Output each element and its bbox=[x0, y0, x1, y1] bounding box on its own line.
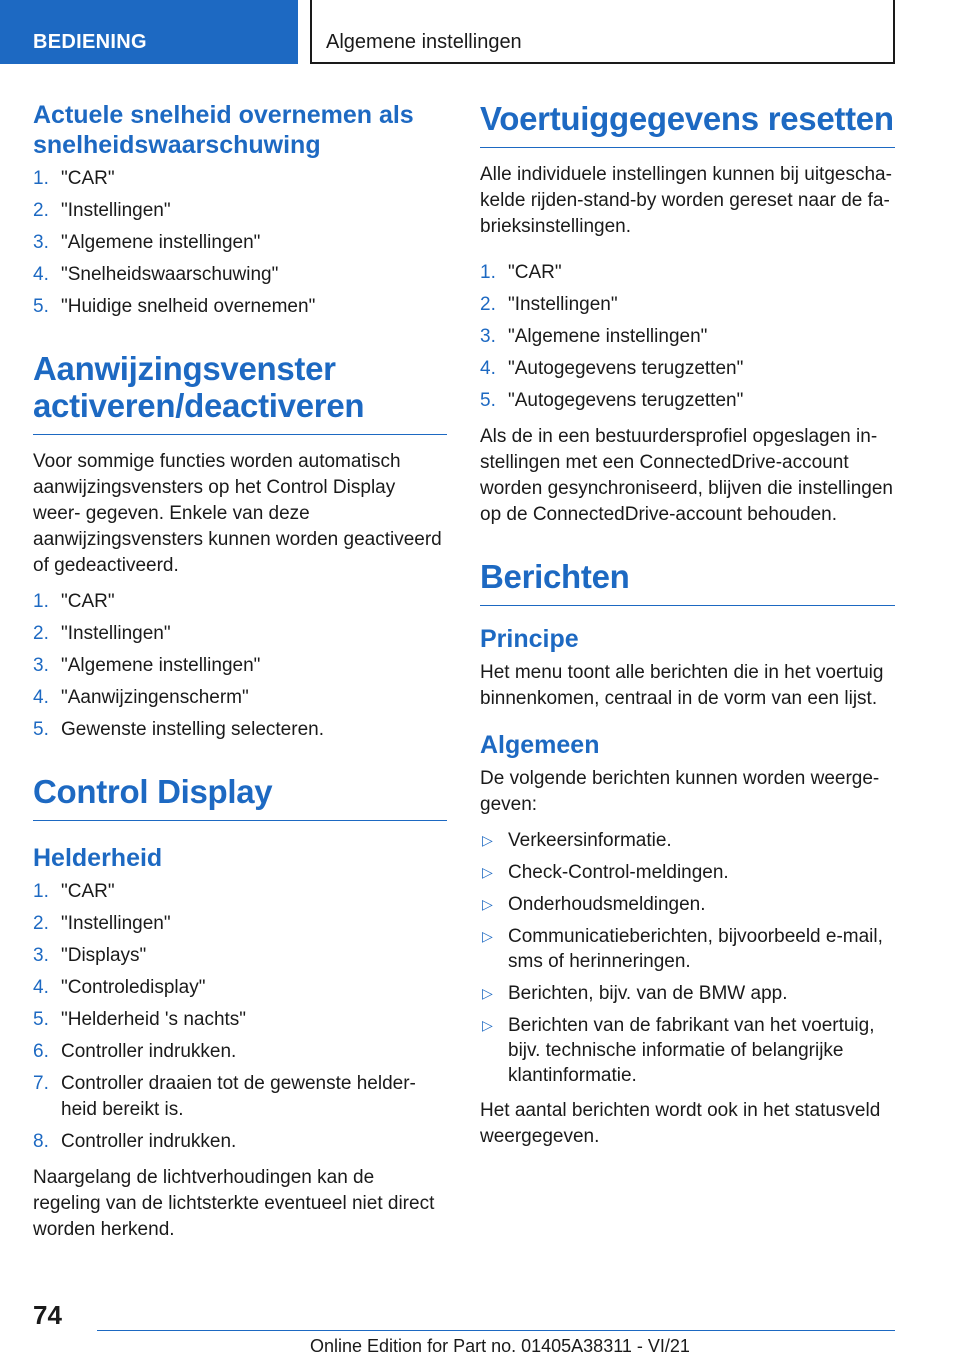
message-type-text: Berichten van de fabrikant van het voertuig, bijv. technische informatie of belangrijke klantinformatie. bbox=[508, 1015, 875, 1086]
step-text: "Instellingen" bbox=[61, 913, 171, 934]
speed-warning-steps bbox=[33, 166, 447, 320]
step-number: 5. bbox=[480, 390, 496, 411]
message-type-text: Berichten, bijv. van de BMW app. bbox=[508, 983, 788, 1004]
step-item bbox=[33, 1039, 447, 1065]
right-column bbox=[480, 100, 895, 1160]
step-text: "Huidige snelheid overnemen" bbox=[61, 296, 316, 317]
step-text: "Controledisplay" bbox=[61, 977, 206, 998]
step-item bbox=[33, 166, 447, 192]
triangle-bullet-icon: ▷ bbox=[482, 928, 493, 944]
step-number: 3. bbox=[33, 945, 49, 966]
reset-intro: Alle individuele instellingen kunnen bij uitgescha- kelde rijden-stand-by worden gereset naar de fa- brieksinstellingen. bbox=[480, 164, 892, 237]
principle-text: Het menu toont alle berichten die in het voertuig binnenkomen, centraal in de vorm van een lijst. bbox=[480, 662, 884, 709]
control-display-heading: Control Display bbox=[33, 773, 447, 821]
step-item bbox=[480, 324, 895, 350]
step-text: Controller indrukken. bbox=[61, 1041, 237, 1062]
triangle-bullet-icon: ▷ bbox=[482, 985, 493, 1001]
step-item bbox=[480, 356, 895, 382]
step-number: 6. bbox=[33, 1041, 49, 1062]
step-number: 2. bbox=[480, 294, 496, 315]
step-number: 5. bbox=[33, 719, 49, 740]
reset-steps bbox=[480, 260, 895, 414]
brightness-steps bbox=[33, 879, 447, 1155]
step-item bbox=[480, 292, 895, 318]
step-item bbox=[33, 911, 447, 937]
step-item bbox=[480, 388, 895, 414]
speed-warning-heading: Actuele snelheid overnemen als snelheidswaarschuwing bbox=[33, 101, 414, 159]
step-text: "Snelheidswaarschuwing" bbox=[61, 264, 279, 285]
step-number: 5. bbox=[33, 296, 49, 317]
step-item bbox=[33, 717, 447, 743]
section-tab: BEDIENING bbox=[0, 0, 298, 64]
step-text: "Instellingen" bbox=[61, 623, 171, 644]
step-item bbox=[33, 653, 447, 679]
step-number: 4. bbox=[33, 977, 49, 998]
triangle-bullet-icon: ▷ bbox=[482, 832, 493, 848]
message-type-text: Check-Control-meldingen. bbox=[508, 862, 729, 883]
step-text: Controller indrukken. bbox=[61, 1131, 237, 1152]
reset-note: Als de in een bestuurdersprofiel opgeslagen in- stellingen met een ConnectedDrive-account worden gesynchroniseerd, blijven die instellingen op de ConnectedDrive-account behouden. bbox=[480, 426, 893, 525]
step-text: "Displays" bbox=[61, 945, 147, 966]
step-number: 1. bbox=[33, 168, 49, 189]
messages-heading: Berichten bbox=[480, 558, 895, 606]
message-type-item bbox=[480, 892, 895, 917]
step-item bbox=[33, 975, 447, 1001]
step-number: 1. bbox=[33, 591, 49, 612]
step-text: "Helderheid 's nachts" bbox=[61, 1009, 247, 1030]
step-item bbox=[33, 262, 447, 288]
step-number: 3. bbox=[33, 232, 49, 253]
step-number: 3. bbox=[480, 326, 496, 347]
step-text: Controller draaien tot de gewenste helder- heid bereikt is. bbox=[61, 1073, 416, 1120]
step-number: 1. bbox=[33, 881, 49, 902]
page-number: 74 bbox=[33, 1300, 62, 1330]
step-text: "CAR" bbox=[61, 591, 115, 612]
general-heading: Algemeen bbox=[480, 731, 600, 759]
messages-closing: Het aantal berichten wordt ook in het statusveld weergegeven. bbox=[480, 1100, 881, 1147]
left-column bbox=[33, 100, 447, 1253]
step-number: 4. bbox=[33, 264, 49, 285]
message-type-item bbox=[480, 924, 895, 974]
step-text: "Instellingen" bbox=[61, 200, 171, 221]
hint-window-steps bbox=[33, 589, 447, 743]
step-number: 5. bbox=[33, 1009, 49, 1030]
message-type-item bbox=[480, 828, 895, 853]
step-item bbox=[33, 589, 447, 615]
step-item bbox=[33, 1007, 447, 1033]
message-types-list bbox=[480, 828, 895, 1088]
principle-heading: Principe bbox=[480, 625, 579, 653]
step-text: "Autogegevens terugzetten" bbox=[508, 358, 744, 379]
step-text: "Algemene instellingen" bbox=[61, 655, 261, 676]
step-item bbox=[33, 1071, 447, 1123]
step-number: 7. bbox=[33, 1073, 49, 1094]
step-text: "Autogegevens terugzetten" bbox=[508, 390, 744, 411]
step-text: "CAR" bbox=[61, 881, 115, 902]
step-item bbox=[33, 879, 447, 905]
triangle-bullet-icon: ▷ bbox=[482, 1017, 493, 1033]
step-text: "Instellingen" bbox=[508, 294, 618, 315]
step-number: 4. bbox=[33, 687, 49, 708]
hint-window-intro: Voor sommige functies worden automatisch aanwijzingsvensters op het Control Display weer- gegeven. Enkele van deze aanwijzingsvensters kunnen worden geactiveerd of gedeactiveerd. bbox=[33, 451, 442, 576]
message-type-text: Onderhoudsmeldingen. bbox=[508, 894, 706, 915]
general-intro: De volgende berichten kunnen worden weerge- geven: bbox=[480, 768, 880, 815]
triangle-bullet-icon: ▷ bbox=[482, 864, 493, 880]
triangle-bullet-icon: ▷ bbox=[482, 896, 493, 912]
edition-footer: Online Edition for Part no. 01405A38311 - VI/21 bbox=[310, 1336, 690, 1356]
step-number: 1. bbox=[480, 262, 496, 283]
step-item bbox=[33, 943, 447, 969]
brightness-note: Naargelang de lichtverhoudingen kan de regeling van de lichtsterkte eventueel niet direct worden herkend. bbox=[33, 1167, 435, 1240]
step-number: 3. bbox=[33, 655, 49, 676]
step-number: 2. bbox=[33, 623, 49, 644]
step-item bbox=[33, 1129, 447, 1155]
brightness-heading: Helderheid bbox=[33, 844, 163, 872]
step-item bbox=[33, 230, 447, 256]
message-type-text: Communicatieberichten, bijvoorbeeld e-mail, sms of herinneringen. bbox=[508, 926, 883, 972]
step-text: "Algemene instellingen" bbox=[508, 326, 708, 347]
footer-divider bbox=[97, 1330, 895, 1331]
reset-heading: Voertuiggegevens resetten bbox=[480, 100, 895, 148]
step-text: "CAR" bbox=[61, 168, 115, 189]
step-item bbox=[33, 621, 447, 647]
message-type-text: Verkeersinformatie. bbox=[508, 830, 672, 851]
step-item bbox=[480, 260, 895, 286]
hint-window-heading: Aanwijzingsvenster activeren/deactiveren bbox=[33, 350, 447, 435]
step-text: "Algemene instellingen" bbox=[61, 232, 261, 253]
step-item bbox=[33, 685, 447, 711]
step-number: 4. bbox=[480, 358, 496, 379]
step-item bbox=[33, 198, 447, 224]
message-type-item bbox=[480, 1013, 895, 1088]
step-text: Gewenste instelling selecteren. bbox=[61, 719, 324, 740]
step-text: "Aanwijzingenscherm" bbox=[61, 687, 249, 708]
step-text: "CAR" bbox=[508, 262, 562, 283]
message-type-item bbox=[480, 860, 895, 885]
chapter-title: Algemene instellingen bbox=[310, 0, 895, 64]
step-number: 8. bbox=[33, 1131, 49, 1152]
step-number: 2. bbox=[33, 913, 49, 934]
step-number: 2. bbox=[33, 200, 49, 221]
step-item bbox=[33, 294, 447, 320]
message-type-item bbox=[480, 981, 895, 1006]
